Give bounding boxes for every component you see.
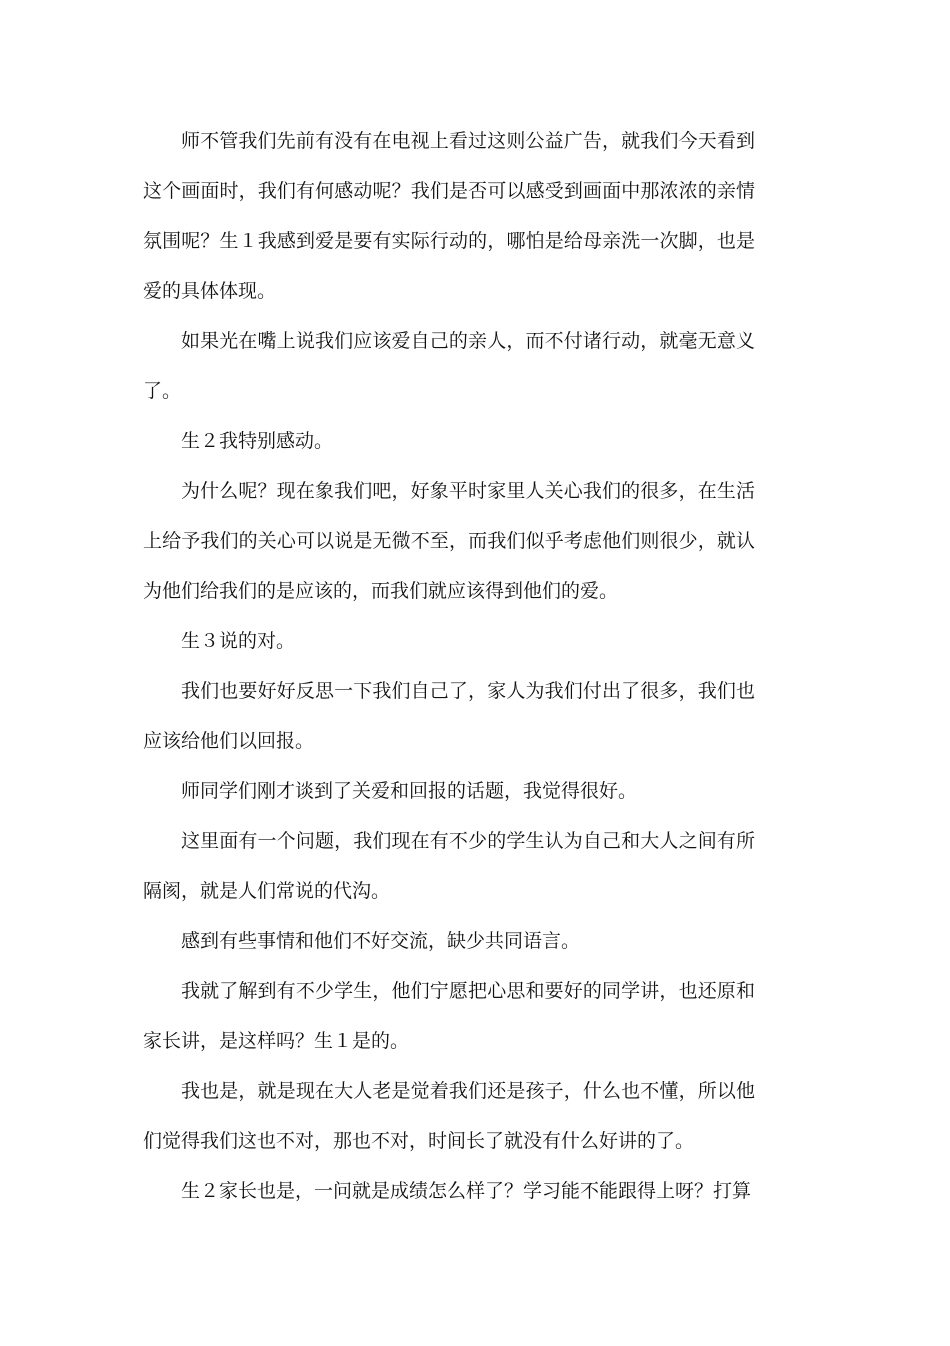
paragraph: 我也是，就是现在大人老是觉着我们还是孩子，什么也不懂，所以他们觉得我们这也不对，那也不对，时间长了就没有什么好讲的了。 [143, 1080, 755, 1152]
paragraph: 生３说的对。 [181, 630, 296, 652]
paragraph: 如果光在嘴上说我们应该爱自己的亲人，而不付诸行动，就毫无意义了。 [143, 330, 755, 402]
paragraph: 师同学们刚才谈到了关爱和回报的话题，我觉得很好。 [181, 780, 638, 802]
paragraph: 生２我特别感动。 [181, 430, 334, 452]
document-body [143, 116, 755, 1216]
paragraph: 我就了解到有不少学生，他们宁愿把心思和要好的同学讲，也还原和家长讲，是这样吗？生１是的。 [143, 980, 755, 1052]
paragraph: 我们也要好好反思一下我们自己了，家人为我们付出了很多，我们也应该给他们以回报。 [143, 680, 755, 752]
paragraph: 感到有些事情和他们不好交流，缺少共同语言。 [181, 930, 581, 952]
paragraph: 生２家长也是，一问就是成绩怎么样了？学习能不能跟得上呀？打算 [181, 1180, 752, 1202]
paragraph: 这里面有一个问题，我们现在有不少的学生认为自己和大人之间有所隔阂，就是人们常说的代沟。 [143, 830, 755, 902]
paragraph: 师不管我们先前有没有在电视上看过这则公益广告，就我们今天看到这个画面时，我们有何感动呢？我们是否可以感受到画面中那浓浓的亲情氛围呢？生１我感到爱是要有实际行动的，哪怕是给母亲洗一次脚，也是爱的具体体现。 [143, 130, 755, 302]
paragraph: 为什么呢？现在象我们吧，好象平时家里人关心我们的很多，在生活上给予我们的关心可以说是无微不至，而我们似乎考虑他们则很少，就认为他们给我们的是应该的，而我们就应该得到他们的爱。 [143, 480, 755, 602]
